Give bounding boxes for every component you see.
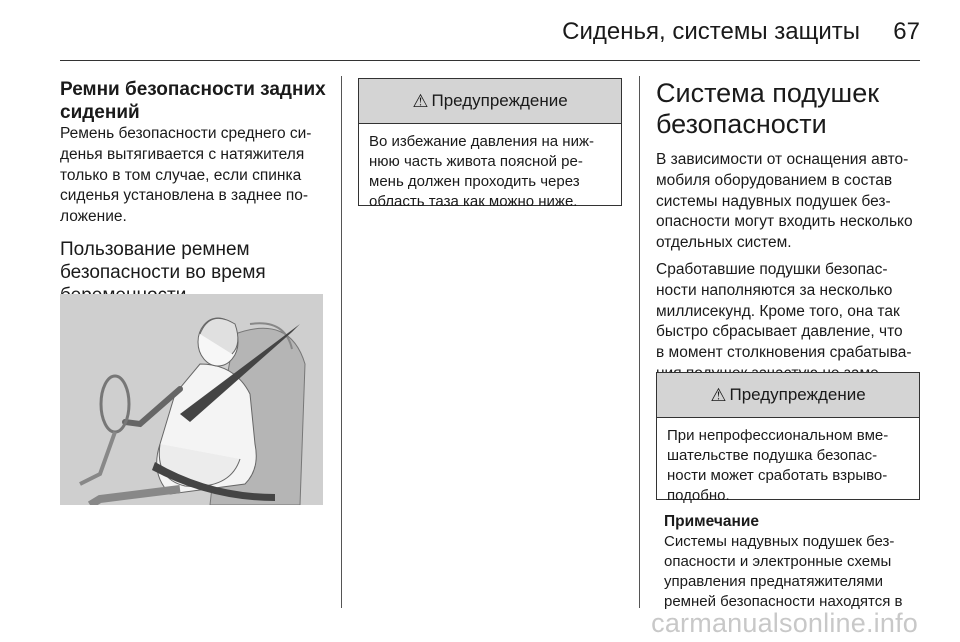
- right-column: [656, 78, 922, 406]
- watermark: carmanualsonline.info: [651, 608, 918, 638]
- warning-header: [359, 79, 621, 124]
- column-divider-left: [341, 76, 342, 608]
- warning-body: Во избежание давления на ниж- нюю часть живота поясной ре- мень должен проходить через область таза как можно ниже.: [369, 133, 594, 210]
- warning-box-airbag: [656, 372, 920, 504]
- left-column: [60, 78, 330, 307]
- warning-box-pregnancy: [358, 78, 622, 210]
- pregnant-woman-seatbelt-illustration: [60, 294, 323, 505]
- column-divider-right: [639, 76, 640, 608]
- note-title: Примечание: [664, 513, 759, 530]
- section-heading-rear-seatbelts: Ремни безопасности задних сидений: [60, 79, 326, 123]
- warning-body: При непрофессиональном вме- шательстве подушка безопас- ности может сработать взрыво- подобно.: [667, 427, 889, 504]
- airbag-paragraph-2: Сработавшие подушки безопас- ности наполняются за несколько миллисекунд. Кроме того, она так быстро сбрасывает давление, что в момент столкновения срабатыва-: [656, 260, 912, 362]
- header-rule: [60, 60, 920, 61]
- warning-title: Предупреждение: [729, 385, 866, 404]
- warning-triangle-icon: ⚠: [412, 90, 429, 111]
- section-heading-pregnancy: Пользование ремнем безопасности во время: [60, 238, 266, 283]
- airbag-paragraph-1: В зависимости от оснащения авто- мобиля оборудованием в состав системы надувных подушек без- опасности могут входить несколько отдельных систем.: [656, 151, 913, 252]
- running-header-title: Сиденья, системы защиты: [562, 18, 860, 45]
- note-block: [664, 512, 926, 612]
- section-heading-airbags: Система подушек безопасности: [656, 78, 880, 139]
- figure-svg: [60, 294, 323, 505]
- warning-triangle-icon: ⚠: [710, 384, 727, 405]
- warning-header: [657, 373, 919, 418]
- rear-seatbelt-paragraph: Ремень безопасности среднего си- денья вытягивается с натяжителя только в том случае, если спинка сиденья установлена в заднее по- ложение.: [60, 125, 312, 226]
- warning-title: Предупреждение: [431, 91, 568, 110]
- page-number: 67: [893, 18, 920, 45]
- note-body: Системы надувных подушек без- опасности и электронные схемы управления преднатяжителями ремней безопасности находятся в: [664, 533, 903, 610]
